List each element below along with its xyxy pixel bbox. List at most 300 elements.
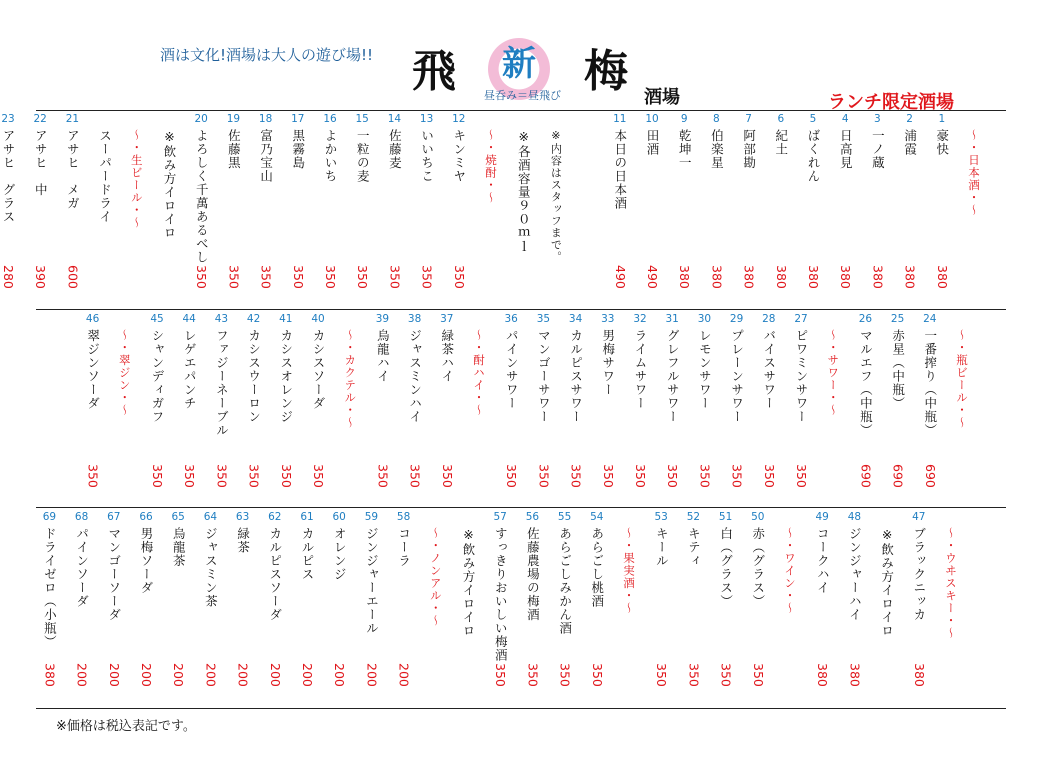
category-label: ～・翠ジン・～ [117, 329, 132, 417]
menu-item [164, 511, 192, 703]
item-price: 350 [761, 464, 777, 488]
item-number: 5 [809, 113, 817, 125]
menu-item [304, 313, 332, 504]
category-label: ～・焼酎・～ [484, 129, 498, 204]
item-price: 200 [235, 663, 251, 687]
item-number: 23 [1, 113, 15, 125]
item-price: 200 [332, 663, 348, 687]
menu-item [219, 113, 247, 305]
item-price: 600 [65, 265, 81, 289]
item-price: 380 [815, 663, 831, 687]
category-label: ～・サワー・～ [826, 329, 841, 417]
item-number: 63 [235, 511, 250, 523]
item-number: 17 [291, 113, 305, 125]
item-name: 男梅サワー [600, 329, 616, 397]
menu-item [808, 511, 836, 703]
menu-item [58, 113, 86, 305]
item-name: ジンジャーエール [364, 527, 380, 635]
menu-item [486, 511, 514, 703]
item-number: 40 [311, 313, 325, 325]
menu-item [445, 113, 473, 305]
menu-item [626, 313, 654, 504]
item-number: 21 [65, 113, 80, 125]
item-price: 350 [85, 464, 101, 488]
menu-item [755, 313, 783, 504]
item-price: 350 [214, 464, 230, 488]
item-name: ブラックニッカ [911, 527, 927, 622]
item-name: 佐藤農場の梅酒 [525, 527, 541, 622]
item-name: 富乃宝山 [258, 129, 274, 183]
item-number: 48 [847, 511, 862, 523]
item-price: 350 [278, 464, 294, 488]
item-number: 54 [590, 511, 604, 523]
item-price: 350 [750, 663, 766, 687]
menu-item [196, 511, 224, 703]
item-number: 41 [279, 313, 293, 325]
item-price: 490 [645, 265, 660, 289]
item-number [477, 113, 505, 125]
item-name: 一粒の麦 [355, 129, 371, 183]
item-name: 黒霧島 [290, 129, 306, 170]
category-label: ～・ウヰスキー・～ [944, 527, 958, 640]
item-number: 53 [654, 511, 668, 523]
menu-item [799, 113, 827, 305]
item-name: 烏龍茶 [171, 527, 187, 568]
item-number: 69 [42, 511, 57, 523]
item-name: ピワミンサワー [794, 329, 809, 424]
menu-item [670, 113, 698, 305]
item-name: グレフルサワー [665, 329, 681, 424]
menu-item [551, 511, 579, 703]
menu-item [518, 511, 546, 703]
menu-item [175, 313, 203, 504]
item-number: 61 [300, 511, 314, 523]
menu-item [207, 313, 235, 504]
item-number: 49 [815, 511, 829, 523]
item-price: 380 [911, 663, 927, 687]
item-number: 42 [246, 313, 261, 325]
lunch-title: ランチ限定酒場 [828, 92, 954, 113]
item-name: キティ [686, 527, 702, 568]
menu-item [873, 511, 901, 703]
category-heading [477, 113, 505, 305]
item-number: 55 [557, 511, 572, 523]
item-number: 24 [923, 313, 937, 325]
item-name: スーパードライ [97, 129, 113, 224]
item-number: 68 [74, 511, 89, 523]
item-number: 22 [33, 113, 47, 125]
item-name: ※各酒容量９０ｍｌ [516, 129, 532, 253]
item-name: 翠ジンソーダ [85, 329, 101, 410]
category-heading [960, 113, 988, 305]
item-name: ※飲み方イロイロ [879, 527, 895, 638]
menu-item [787, 313, 815, 504]
item-price: 350 [323, 265, 338, 289]
item-price: 380 [42, 663, 58, 687]
menu-item [840, 511, 868, 703]
category-label: ～・ノンアル・～ [428, 527, 443, 627]
item-price: 690 [922, 464, 938, 488]
menu-item [293, 511, 321, 703]
item-name: キール [654, 527, 670, 568]
item-name: レゲエパンチ [182, 329, 198, 410]
menu-item [712, 511, 740, 703]
item-price: 200 [106, 663, 122, 687]
item-number: 1 [938, 113, 946, 125]
item-name: すっきりおいしい梅酒 [493, 527, 509, 662]
category-heading [937, 511, 965, 703]
item-price: 350 [536, 464, 552, 488]
logo-right-char: 梅 [584, 46, 628, 97]
item-price: 350 [246, 464, 262, 488]
item-name: 佐藤黒 [226, 129, 242, 170]
item-number [422, 511, 450, 523]
menu-item [574, 113, 602, 305]
item-price: 350 [311, 464, 326, 488]
menu-item [690, 313, 718, 504]
item-name: カシスオレンジ [278, 329, 294, 424]
divider-bottom [36, 708, 1006, 709]
item-name: 日高見 [838, 129, 854, 170]
item-number [91, 113, 119, 125]
menu-item [497, 313, 525, 504]
item-number: 34 [568, 313, 583, 325]
category-label: ～・瓶ビール・～ [955, 329, 969, 429]
menu-item [658, 313, 686, 504]
item-price: 200 [139, 663, 154, 687]
item-number: 9 [680, 113, 688, 125]
item-number: 31 [665, 313, 679, 325]
item-name: ジャスミンハイ [407, 329, 423, 424]
item-name: シャンディガフ [150, 329, 165, 424]
item-name: 乾坤一 [677, 129, 693, 170]
emblem-char: 新 [502, 44, 536, 84]
menu-item [390, 511, 418, 703]
item-number: 8 [713, 113, 720, 125]
category-label: ～・果実酒・～ [622, 527, 636, 615]
item-price: 350 [439, 464, 455, 488]
item-name: 緑茶 [235, 527, 251, 554]
item-number: 27 [794, 313, 808, 325]
item-number [960, 113, 988, 125]
item-name: あらごし桃酒 [589, 527, 605, 608]
item-name: 一ノ蔵 [870, 129, 886, 170]
item-number: 56 [525, 511, 540, 523]
item-price: 350 [686, 663, 702, 687]
category-label: ～・酎ハイ・～ [472, 329, 486, 417]
menu-item [638, 113, 666, 305]
item-name: ドライゼロ（小瓶） [42, 527, 58, 649]
category-heading [776, 511, 804, 703]
menu-item [325, 511, 353, 703]
item-number [155, 113, 183, 125]
menu-item [916, 313, 944, 504]
item-name: アサヒ メガ [65, 129, 81, 210]
menu-item [723, 313, 751, 504]
item-number: 37 [440, 313, 454, 325]
item-price: 350 [407, 464, 423, 488]
item-price: 350 [451, 265, 467, 289]
item-name: ※飲み方イロイロ [162, 129, 177, 240]
item-name: レモンサワー [697, 329, 713, 410]
item-price: 350 [600, 464, 616, 488]
menu-item [100, 511, 128, 703]
item-number: 58 [396, 511, 411, 523]
category-heading [336, 313, 364, 504]
item-number: 46 [85, 313, 100, 325]
item-name: バイスサワー [761, 329, 777, 410]
item-number: 66 [139, 511, 153, 523]
item-name: マンゴーソーダ [106, 527, 122, 622]
category-heading [948, 313, 976, 504]
item-number: 57 [493, 511, 507, 523]
item-price: 350 [589, 663, 605, 687]
menu-item [252, 113, 280, 305]
item-name: コークハイ [815, 527, 831, 595]
item-name: コーラ [396, 527, 412, 568]
item-name: 本日の日本酒 [612, 129, 628, 210]
menu-item [679, 511, 707, 703]
menu-item [767, 113, 795, 305]
item-name: カシスソーダ [311, 329, 326, 410]
item-price: 380 [870, 265, 886, 289]
item-price: 350 [493, 663, 509, 687]
category-label: ～・日本酒・～ [967, 129, 981, 217]
menu-item [896, 113, 924, 305]
menu-item [401, 313, 429, 504]
item-price: 350 [794, 464, 809, 488]
item-number [123, 113, 151, 125]
menu-item [606, 113, 634, 305]
category-heading [123, 113, 151, 305]
item-name: あらごしみかん酒 [557, 527, 573, 635]
item-price: 200 [396, 663, 412, 687]
item-price: 350 [633, 464, 648, 488]
item-name: ※飲み方イロイロ [461, 527, 476, 638]
category-label: ～・生ビール・～ [129, 129, 144, 229]
item-name: ライムサワー [633, 329, 648, 410]
item-price: 350 [504, 464, 520, 488]
item-price: 350 [194, 265, 210, 289]
menu-item [831, 113, 859, 305]
item-number [937, 511, 965, 523]
item-name: 佐藤麦 [387, 129, 403, 170]
item-price: 350 [568, 464, 584, 488]
menu-item [541, 113, 569, 305]
item-number: 20 [194, 113, 208, 125]
item-name: 赤星（中瓶） [890, 329, 906, 410]
item-number: 19 [226, 113, 241, 125]
price-footnote: ※価格は税込表記です。 [56, 719, 196, 734]
item-price: 690 [890, 464, 906, 488]
item-number: 51 [718, 511, 733, 523]
category-label: ～・ワイン・～ [783, 527, 797, 615]
menu-item [143, 313, 171, 504]
item-price: 200 [267, 663, 283, 687]
menu-item [357, 511, 385, 703]
menu-item [583, 511, 611, 703]
menu-item [132, 511, 160, 703]
item-name: オレンジ [332, 527, 348, 581]
item-number: 65 [171, 511, 185, 523]
item-name: 赤（グラス） [750, 527, 766, 608]
item-number: 12 [452, 113, 466, 125]
item-price: 350 [375, 464, 391, 488]
item-price: 380 [709, 265, 725, 289]
item-number: 28 [762, 313, 776, 325]
menu-item [647, 511, 675, 703]
menu-item [348, 113, 376, 305]
item-name: 烏龍ハイ [375, 329, 391, 383]
item-price: 390 [33, 265, 49, 289]
item-price: 200 [203, 663, 219, 687]
item-name: 男梅ソーダ [139, 527, 154, 595]
item-name: ※内容はスタッフまで。 [549, 129, 563, 263]
item-price: 490 [612, 265, 628, 289]
item-number [776, 511, 804, 523]
item-number: 38 [407, 313, 422, 325]
menu-item [454, 511, 482, 703]
item-price: 350 [387, 265, 403, 289]
item-name: カルピス [300, 527, 315, 581]
item-number [111, 313, 139, 325]
item-number [509, 113, 537, 125]
item-name: 豪快 [934, 129, 950, 156]
item-number: 67 [107, 511, 121, 523]
item-name: 浦霞 [902, 129, 918, 156]
item-name: パインソーダ [74, 527, 90, 608]
item-price: 350 [258, 265, 274, 289]
item-price: 280 [1, 265, 16, 289]
item-number [541, 113, 569, 125]
item-number: 25 [890, 313, 905, 325]
item-name: 伯楽星 [709, 129, 725, 170]
item-number: 50 [751, 511, 765, 523]
item-number: 44 [182, 313, 196, 325]
item-price: 350 [557, 663, 573, 687]
item-price: 380 [773, 265, 789, 289]
item-name: マンゴーサワー [536, 329, 552, 424]
item-number: 47 [912, 511, 926, 523]
item-number: 59 [364, 511, 379, 523]
category-heading [422, 511, 450, 703]
category-heading [465, 313, 493, 504]
menu-item [735, 113, 763, 305]
menu-item [928, 113, 956, 305]
item-number: 6 [777, 113, 785, 125]
item-price: 350 [150, 464, 165, 488]
menu-item [744, 511, 772, 703]
menu-item [91, 113, 119, 305]
menu-item [884, 313, 912, 504]
item-price: 380 [847, 663, 863, 687]
item-price: 350 [665, 464, 681, 488]
menu-item [187, 113, 215, 305]
item-number [948, 313, 976, 325]
item-name: 一番搾り（中瓶） [922, 329, 938, 437]
item-number: 60 [332, 511, 346, 523]
item-price: 350 [226, 265, 242, 289]
emblem-subtitle: 昼呑み＝昼飛び [484, 89, 561, 102]
item-number: 33 [601, 313, 615, 325]
menu-item [851, 313, 879, 504]
menu-item [433, 313, 461, 504]
item-price: 200 [171, 663, 187, 687]
menu-item [284, 113, 312, 305]
item-price: 350 [419, 265, 435, 289]
item-number: 14 [387, 113, 402, 125]
item-number [873, 511, 901, 523]
item-number: 35 [536, 313, 551, 325]
item-number: 3 [874, 113, 881, 125]
item-number: 10 [645, 113, 659, 125]
item-name: アサヒ 中 [33, 129, 49, 197]
item-price: 380 [902, 265, 918, 289]
item-number: 32 [633, 313, 647, 325]
item-name: アサヒ グラス [1, 129, 16, 224]
item-price: 350 [290, 265, 306, 289]
item-number: 4 [841, 113, 849, 125]
item-number [454, 511, 482, 523]
item-price: 350 [729, 464, 745, 488]
item-name: 白（グラス） [718, 527, 734, 608]
item-number: 52 [686, 511, 701, 523]
menu-item [863, 113, 891, 305]
item-name: マルエフ（中瓶） [858, 329, 874, 437]
category-heading [819, 313, 847, 504]
menu-item [368, 313, 396, 504]
category-label: ～・カクテル・～ [343, 329, 358, 429]
item-name: ばくれん [806, 129, 821, 183]
item-price: 380 [934, 265, 950, 289]
menu-item [905, 511, 933, 703]
menu-item [261, 511, 289, 703]
item-name: 田酒 [645, 129, 660, 156]
item-number [574, 113, 602, 125]
menu-item [316, 113, 344, 305]
item-number: 18 [258, 113, 273, 125]
tagline: 酒は文化!酒場は大人の遊び場!! [160, 46, 374, 64]
item-number: 26 [858, 313, 873, 325]
menu-item [229, 511, 257, 703]
category-heading [111, 313, 139, 504]
item-number: 2 [906, 113, 913, 125]
item-price: 380 [741, 265, 757, 289]
item-price: 350 [697, 464, 713, 488]
divider-2 [36, 507, 1006, 508]
item-price: 350 [525, 663, 541, 687]
item-number [465, 313, 493, 325]
item-number: 64 [203, 511, 218, 523]
item-name: ジンジャーハイ [847, 527, 863, 622]
menu-item [562, 313, 590, 504]
item-price: 350 [182, 464, 198, 488]
divider-top [36, 110, 1006, 111]
menu-item [68, 511, 96, 703]
item-name: 緑茶ハイ [439, 329, 455, 383]
item-name: 紀土 [773, 129, 789, 156]
item-number: 39 [375, 313, 390, 325]
item-name: いいちこ [419, 129, 435, 183]
item-price: 350 [355, 265, 371, 289]
item-name: パインサワー [504, 329, 520, 410]
item-price: 200 [364, 663, 380, 687]
item-name: プレーンサワー [729, 329, 745, 424]
menu-item [155, 113, 183, 305]
item-name: カルピスソーダ [267, 527, 283, 622]
item-price: 200 [300, 663, 315, 687]
item-name: ファジーネーブル [214, 329, 230, 437]
